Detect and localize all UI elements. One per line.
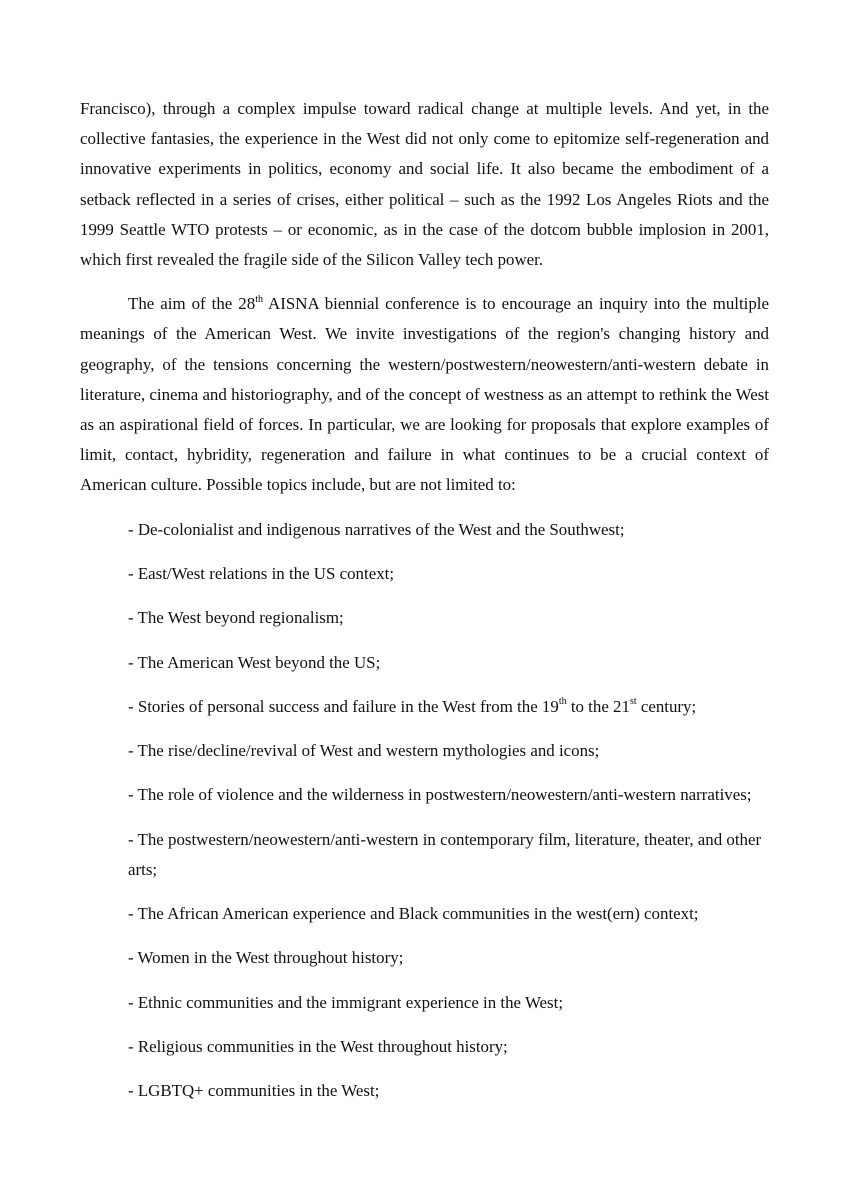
list-item: - Religious communities in the West throughout history; <box>128 1036 508 1056</box>
list-item: - The African American experience and Black communities in the west(ern) context; <box>128 904 699 924</box>
list-item <box>80 692 769 722</box>
list-item-text: - Stories of personal success and failure in the West from the 19 <box>128 696 559 716</box>
topics-list <box>80 515 769 1107</box>
list-item: - The rise/decline/revival of West and western mythologies and icons; <box>128 741 600 761</box>
list-item: - De-colonialist and indigenous narratives of the West and the Southwest; <box>128 519 625 539</box>
list-item: - The postwestern/neowestern/anti-western in contemporary film, literature, theater, and other arts; <box>128 829 762 879</box>
document-page <box>80 94 769 1121</box>
list-item: - The West beyond regionalism; <box>128 608 344 628</box>
ordinal-superscript: st <box>629 696 637 708</box>
paragraph-aim-rest: AISNA biennial conference is to encourage an inquiry into the multiple meanings of the American West. We invite investigations of the region's changing history and geography, of the tensions concerning the western/postwestern/neowestern/anti-western debate in literature, cinema and historiography, and of the concept of westness as an attempt to rethink the West as an aspirational field of forces. In particular, we are looking for proposals that explore examples of limit, contact, hybridity, regeneration and failure in what continues to be a crucial context of American culture. Possible topics include, but are not limited to: <box>80 294 769 495</box>
list-item: - LGBTQ+ communities in the West; <box>128 1081 380 1101</box>
list-item-text: century; <box>636 696 697 716</box>
list-item: - East/West relations in the US context; <box>128 563 395 583</box>
ordinal-superscript: th <box>558 696 567 708</box>
list-item-text: to the 21 <box>566 696 630 716</box>
paragraph-aim-start: The aim of the 28 <box>128 294 256 314</box>
list-item: - The role of violence and the wilderness in postwestern/neowestern/anti-western narratives; <box>128 785 752 805</box>
list-item: - The American West beyond the US; <box>128 652 381 672</box>
list-item: - Women in the West throughout history; <box>128 948 404 968</box>
paragraph-intro-continuation: Francisco), through a complex impulse toward radical change at multiple levels. And yet, in the collective fantasies, the experience in the West did not only come to epitomize self-regeneration and innovative experiments in politics, economy and social life. It also became the embodiment of a setback reflected in a series of crises, either political – such as the 1992 Los Angeles Riots and the 1999 Seattle WTO protests – or economic, as in the case of the dotcom bubble implosion in 2001, which first revealed the fragile side of the Silicon Valley tech power. <box>80 99 769 270</box>
paragraph-conference-aim <box>80 289 769 500</box>
list-item: - Ethnic communities and the immigrant experience in the West; <box>128 992 564 1012</box>
ordinal-superscript: th <box>255 293 263 305</box>
